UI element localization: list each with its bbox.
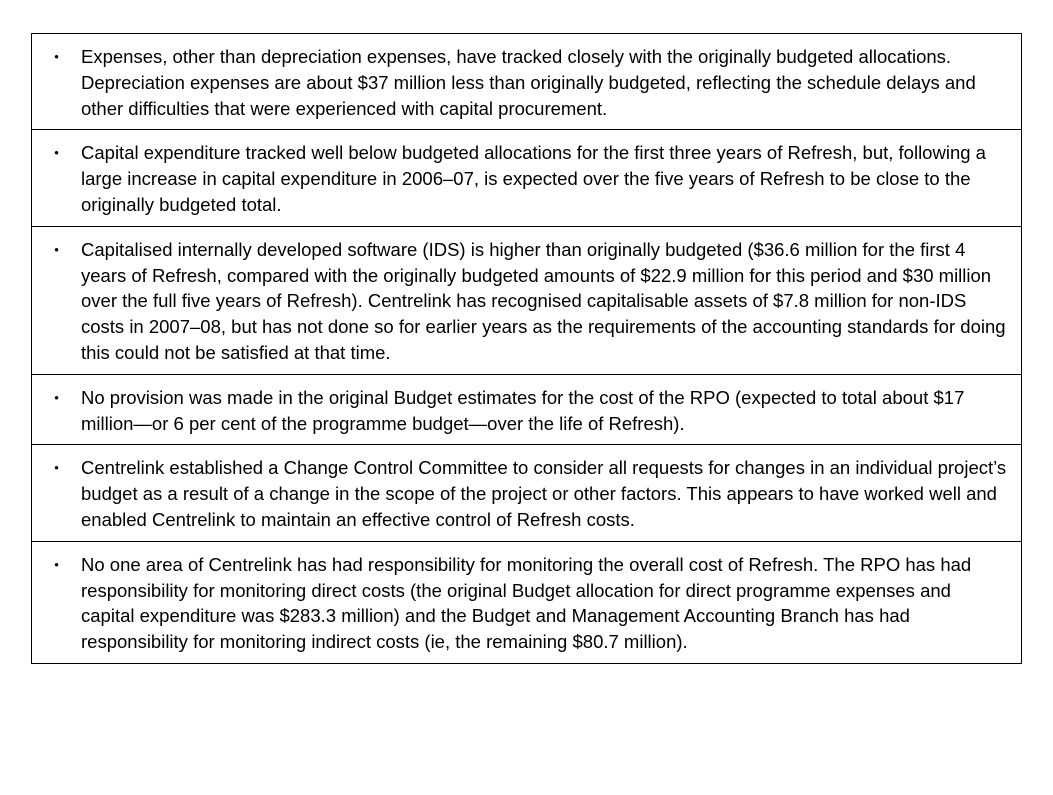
- row-text: Capital expenditure tracked well below budgeted allocations for the first three years of Refresh, but, following a large increase in capital expenditure in 2006–07, is expected over the five years of Refresh to be close to the originally budgeted total.: [81, 142, 986, 215]
- bullet-icon: •: [54, 49, 59, 64]
- row-text: Expenses, other than depreciation expenses, have tracked closely with the originally budgeted allocations. Depreciation expenses are about $37 million less than originally budgeted, reflecting the schedule delays and other difficulties that were experienced with capital procurement.: [81, 46, 976, 119]
- table-cell: [32, 541, 1022, 663]
- findings-table: [31, 33, 1022, 664]
- row-text: Capitalised internally developed software (IDS) is higher than originally budgeted ($36.6 million for the first 4 years of Refresh, compared with the originally budgeted amounts of $22.9 million for this period and $30 million over the full five years of Refresh). Centrelink has recognised capitalisable assets of $7.8 million for non-IDS costs in 2007–08, but has not done so for earlier years as the requirements of the accounting standards for doing this could not be satisfied at that time.: [81, 238, 1006, 363]
- table-cell: [32, 34, 1022, 130]
- bullet-icon: •: [54, 460, 59, 476]
- bullet-icon: •: [54, 241, 59, 257]
- table-cell: [32, 374, 1022, 445]
- table-row: [32, 130, 1022, 226]
- bullet-icon: •: [54, 556, 59, 572]
- row-text: No one area of Centrelink has had responsibility for monitoring the overall cost of Refresh. The RPO has had responsibility for monitoring direct costs (the original Budget allocation for direct programme expenses and capital expenditure was $283.3 million) and the Budget and Management Accounting Branch has had responsibility for monitoring indirect costs (ie, the remaining $80.7 million).: [81, 553, 972, 653]
- bullet-icon: •: [54, 145, 59, 161]
- table-cell: [32, 445, 1022, 541]
- table-row: [32, 445, 1022, 541]
- table-cell: [32, 226, 1022, 374]
- table-cell: [32, 130, 1022, 226]
- row-text: No provision was made in the original Budget estimates for the cost of the RPO (expected to total about $17 million—or 6 per cent of the programme budget—over the life of Refresh).: [81, 386, 965, 434]
- table-row: [32, 34, 1022, 130]
- row-text: Centrelink established a Change Control Committee to consider all requests for changes in an individual project’s budget as a result of a change in the scope of the project or other factors. This appears to have worked well and enabled Centrelink to maintain an effective control of Refresh costs.: [81, 457, 1007, 530]
- table-row: [32, 541, 1022, 663]
- table-row: [32, 226, 1022, 374]
- bullet-icon: •: [54, 389, 59, 405]
- table-row: [32, 374, 1022, 445]
